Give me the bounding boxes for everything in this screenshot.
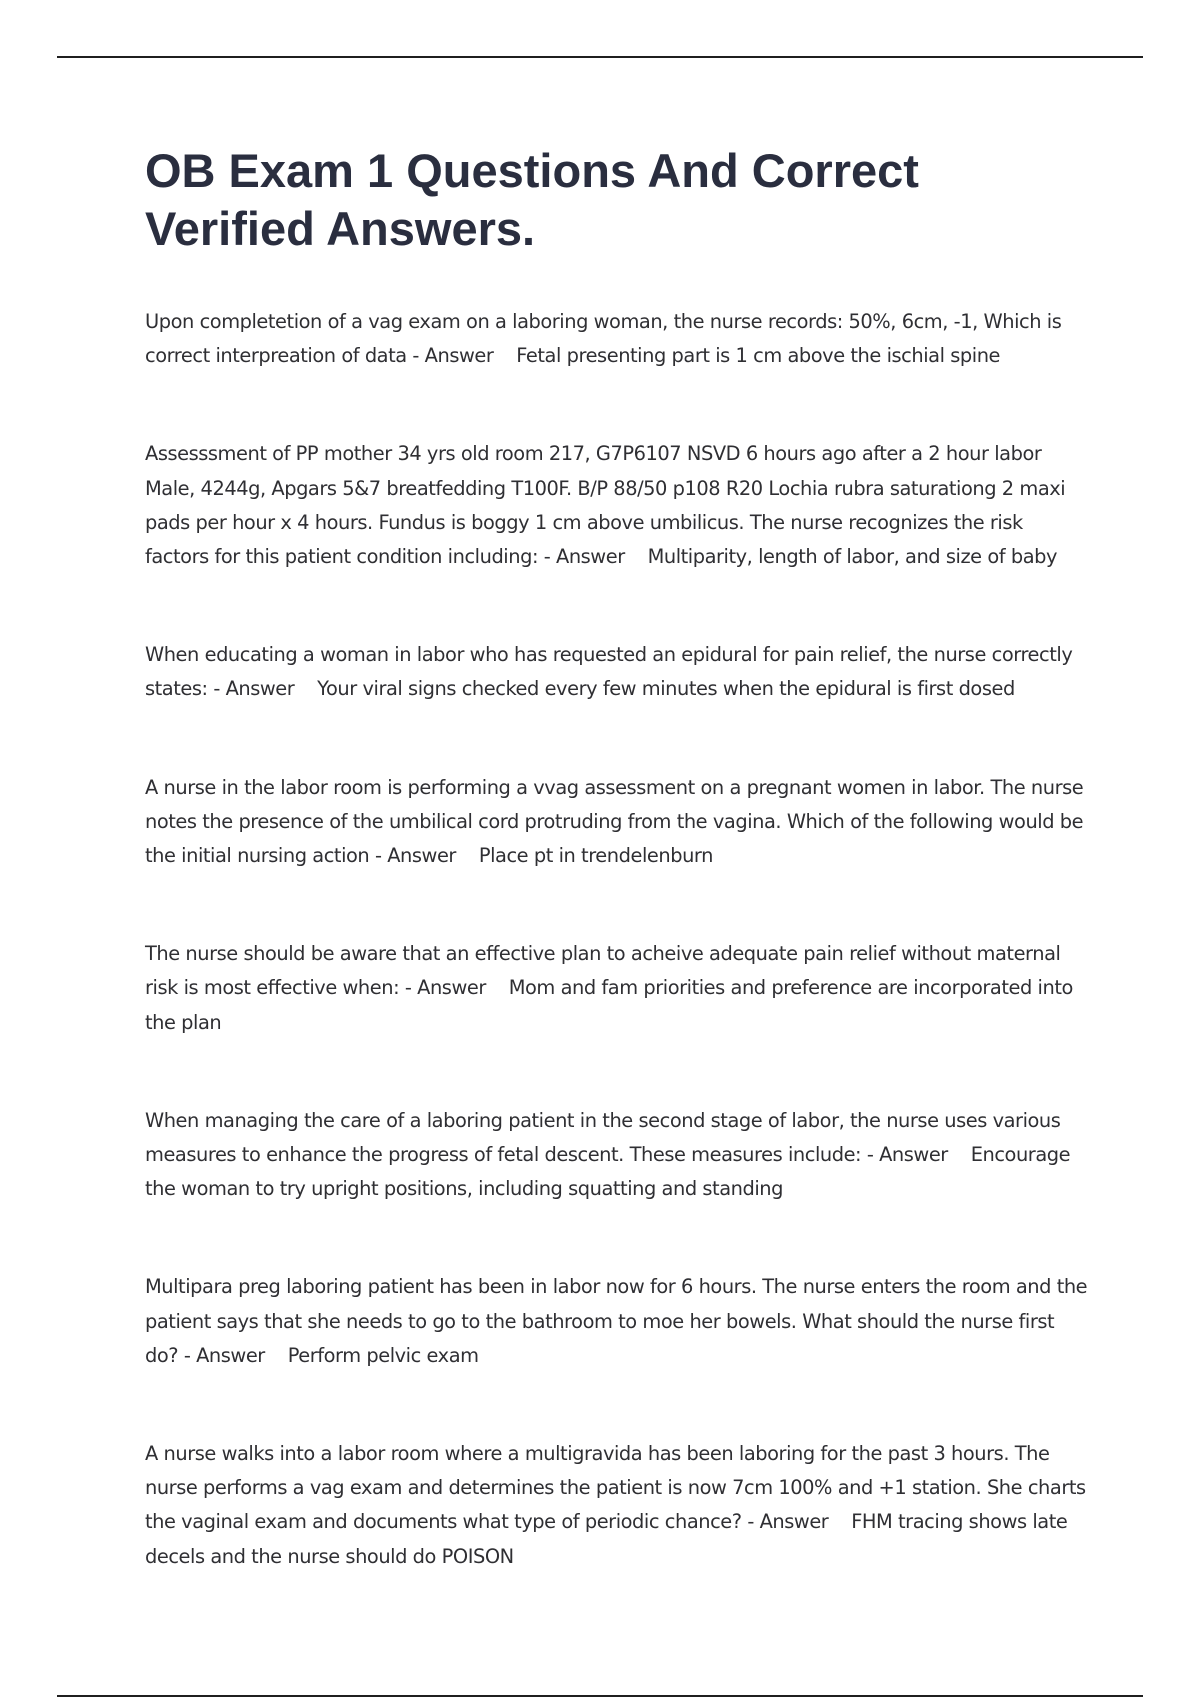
question-text: The nurse should be aware that an effective plan to acheive adequate pain relief without maternal risk is most effective when:	[145, 942, 1067, 1000]
qa-item	[145, 638, 1090, 706]
question-text: Upon completetion of a vag exam on a laboring woman, the nurse records: 50%, 6cm, -1, Which is correct interpreation of data	[145, 310, 1068, 368]
qa-item	[145, 437, 1090, 574]
question-text: When educating a woman in labor who has requested an epidural for pain relief, the nurse correctly states:	[145, 643, 1079, 701]
qa-item	[145, 771, 1090, 874]
qa-item	[145, 1437, 1090, 1574]
answer-text: FHM tracing shows late decels and the nurse should do POISON	[145, 1510, 1074, 1568]
answer-separator: - Answer	[861, 1143, 971, 1167]
answer-separator: - Answer	[741, 1510, 852, 1534]
qa-item	[145, 1104, 1090, 1207]
answer-separator: - Answer	[406, 344, 517, 368]
answer-separator: - Answer	[369, 844, 479, 868]
answer-separator: - Answer	[178, 1343, 288, 1367]
answer-separator: - Answer	[538, 545, 648, 569]
page-title: OB Exam 1 Questions And Correct Verified Answers.	[145, 144, 919, 255]
qa-item	[145, 1270, 1093, 1373]
answer-text: Fetal presenting part is 1 cm above the ischial spine	[516, 344, 1001, 368]
bottom-divider	[57, 1695, 1143, 1697]
answer-text: Place pt in trendelenburn	[478, 844, 713, 868]
qa-list	[145, 305, 1093, 1638]
question-text: A nurse walks into a labor room where a multigravida has been laboring for the past 3 hours. The nurse performs a vag exam and determines the patient is now 7cm 100% and +1 station. She charts the vaginal exam and documents what type of periodic chance?	[145, 1442, 1092, 1534]
top-divider	[57, 56, 1143, 58]
answer-text: Mom and fam priorities and preference are incorporated into the plan	[145, 976, 1079, 1034]
qa-item	[145, 937, 1090, 1040]
question-text: Multipara preg laboring patient has been in labor now for 6 hours. The nurse enters the room and the patient says that she needs to go to the bathroom to moe her bowels. What should the nurse first do?	[145, 1275, 1093, 1367]
question-text: A nurse in the labor room is performing a vvag assessment on a pregnant women in labor. The nurse notes the presence of the umbilical cord protruding from the vagina. Which of the following would be the initial nursing action	[145, 775, 1089, 868]
answer-separator: - Answer	[399, 976, 509, 1000]
answer-text: Encourage the woman to try upright positions, including squatting and standing	[145, 1143, 1076, 1201]
question-text: When managing the care of a laboring patient in the second stage of labor, the nurse uses various measures to enhance the progress of fetal descent. These measures include:	[145, 1108, 1067, 1167]
answer-text: Multiparity, length of labor, and size of baby	[647, 545, 1058, 569]
answer-separator: - Answer	[207, 677, 318, 701]
question-text: Assesssment of PP mother 34 yrs old room 217, G7P6107 NSVD 6 hours ago after a 2 hour labor Male, 4244g, Apgars 5&7 breatfedding T100F. B/P 88/50 p108 R20 Lochia rubra saturationg 2 maxi pads per hour x 4 hours. Fundus is boggy 1 cm above umbilicus. The nurse recognizes the risk factors for this patient condition including:	[145, 442, 1071, 569]
qa-item	[145, 305, 1090, 373]
answer-text: Perform pelvic exam	[287, 1343, 479, 1367]
answer-text: Your viral signs checked every few minutes when the epidural is first dosed	[317, 677, 1015, 701]
